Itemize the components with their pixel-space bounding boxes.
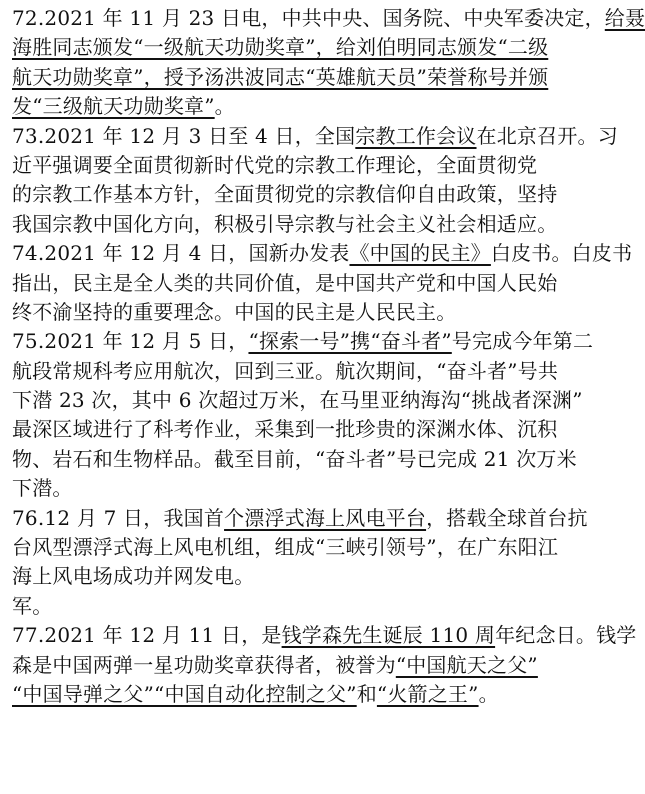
text-line xyxy=(12,415,588,444)
underlined-text: 《中国的民主》 xyxy=(349,241,491,266)
text-line xyxy=(12,4,645,33)
text-line xyxy=(12,592,588,621)
text-line xyxy=(12,621,637,650)
text-run: 74.2021 年 12 月 4 日，国新办发表 xyxy=(12,241,350,266)
text-line xyxy=(12,327,594,356)
text-line xyxy=(12,210,588,239)
text-line xyxy=(12,680,588,709)
text-line xyxy=(12,122,618,151)
text-run: 军。 xyxy=(12,593,53,618)
text-run: 76.12 月 7 日，我国首 xyxy=(12,505,225,530)
text-run: 近平强调要全面贯彻新时代党的宗教工作理论，全面贯彻党 xyxy=(12,152,538,177)
underlined-text: “中国航天之父” xyxy=(395,652,538,677)
document-page xyxy=(12,0,645,709)
text-run: 下潜。 xyxy=(12,476,73,501)
text-line xyxy=(12,386,588,415)
text-run: 航段常规科考应用航次，回到三亚。航次期间，“奋斗者”号共 xyxy=(12,358,559,383)
text-run: 72.2021 年 11 月 23 日电，中共中央、国务院、中央军委决定， xyxy=(12,6,605,30)
text-run: 海上风电场成功并网发电。 xyxy=(12,564,255,589)
text-run: 77.2021 年 12 月 11 日，是 xyxy=(12,623,282,648)
underlined-text: 航天功勋奖章”，授予汤洪波同志“英雄航天员”荣誉称号并颁 xyxy=(12,64,549,89)
text-line xyxy=(12,298,588,327)
underlined-text: “火箭之王” xyxy=(376,681,479,706)
text-run: 的宗教工作基本方针，全面贯彻党的宗教信仰自由政策，坚持 xyxy=(12,182,558,207)
text-run: 。 xyxy=(214,94,235,119)
underlined-text: 钱学森先生诞辰 110 周 xyxy=(281,623,496,648)
underlined-text: 宗教工作会议 xyxy=(355,123,477,148)
news-item xyxy=(12,122,618,240)
text-run: 在北京召开。习 xyxy=(476,123,618,148)
underlined-text: 给聂 xyxy=(604,6,645,30)
text-run: 。 xyxy=(478,681,499,706)
text-line xyxy=(12,63,588,92)
text-line xyxy=(12,269,588,298)
text-line xyxy=(12,533,588,562)
text-line xyxy=(12,474,588,503)
text-run: 物、岩石和生物样品。截至目前，“奋斗者”号已完成 21 次万米 xyxy=(12,446,577,471)
news-item xyxy=(12,504,588,622)
news-item xyxy=(12,239,633,327)
text-line xyxy=(12,239,633,268)
text-line xyxy=(12,651,588,680)
text-run: 我国宗教中国化方向，积极引导宗教与社会主义社会相适应。 xyxy=(12,211,558,236)
text-run: 森是中国两弹一星功勋奖章获得者，被誉为 xyxy=(12,652,396,677)
text-run: 号完成今年第二 xyxy=(451,329,594,354)
underlined-text: 个漂浮式海上风电平台 xyxy=(224,505,427,530)
underlined-text: “探索一号”携“奋斗者” xyxy=(248,329,452,354)
text-run: ，搭载全球首台抗 xyxy=(426,505,588,530)
text-line xyxy=(12,445,588,474)
news-item xyxy=(12,327,594,503)
text-line xyxy=(12,151,588,180)
text-line xyxy=(12,92,588,121)
text-line xyxy=(12,504,588,533)
text-run: 73.2021 年 12 月 3 日至 4 日，全国 xyxy=(12,123,356,148)
text-line xyxy=(12,33,588,62)
text-run: 白皮书。白皮书 xyxy=(490,241,633,266)
underlined-text: “中国导弹之父”“中国自动化控制之父” xyxy=(12,681,357,706)
news-item xyxy=(12,4,645,122)
text-run: 指出，民主是全人类的共同价值，是中国共产党和中国人民始 xyxy=(12,270,558,295)
text-run: 终不渝坚持的重要理念。中国的民主是人民民主。 xyxy=(12,299,457,324)
text-line xyxy=(12,562,588,591)
text-run: 下潜 23 次，其中 6 次超过万米，在马里亚纳海沟“挑战者深渊” xyxy=(12,388,583,413)
text-line xyxy=(12,357,588,386)
text-run: 年纪念日。钱学 xyxy=(495,623,637,648)
news-item xyxy=(12,621,637,709)
text-run: 最深区域进行了科考作业，采集到一批珍贵的深渊水体、沉积 xyxy=(12,417,558,442)
text-run: 台风型漂浮式海上风电机组，组成“三峡引领号”，在广东阳江 xyxy=(12,535,559,560)
text-run: 75.2021 年 12 月 5 日， xyxy=(12,329,249,354)
text-run: 和 xyxy=(356,681,377,706)
underlined-text: 海胜同志颁发“一级航天功勋奖章”，给刘伯明同志颁发“二级 xyxy=(12,35,549,60)
text-line xyxy=(12,180,588,209)
underlined-text: 发“三级航天功勋奖章” xyxy=(12,94,215,119)
